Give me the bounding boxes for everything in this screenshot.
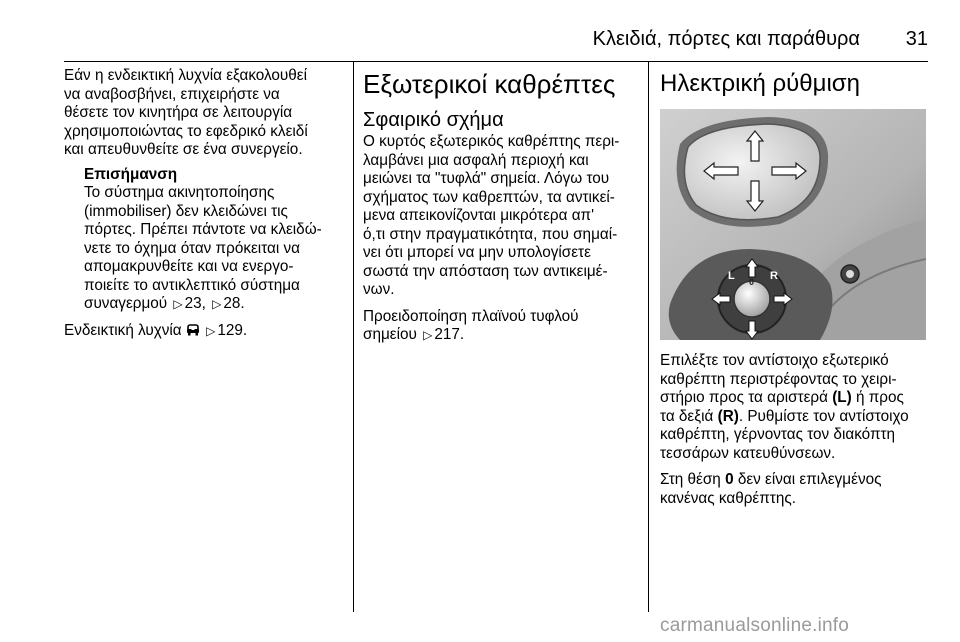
column-1 <box>64 62 350 340</box>
watermark: carmanualsonline.info <box>660 615 850 636</box>
subsection-heading: Σφαιρικό σχήμα <box>363 109 504 131</box>
warning-prefix: σημείου <box>363 326 417 343</box>
para-line: ό,τι στην πραγματικότητα, που σημαί- <box>363 225 618 243</box>
para-line: κανένας καθρέπτης. <box>660 489 796 507</box>
para-line: λαμβάνει μια ασφαλή περιοχή και <box>363 151 589 169</box>
note-line: νετε το όχημα όταν πρόκειται να <box>84 239 301 257</box>
note-line: (immobiliser) δεν κλειδώνει τις <box>84 202 288 220</box>
para-line: σωστά την απόσταση των αντικειμέ- <box>363 262 608 280</box>
note-line: ποιείτε το αντικλεπτικό σύστημα <box>84 276 300 294</box>
page-ref-link[interactable]: ▷ 217. <box>421 326 464 343</box>
section-heading: Εξωτερικοί καθρέπτες <box>363 69 616 99</box>
figure-label-center: 0 <box>749 277 755 287</box>
para-line: σχήματος των καθρεπτών, τα αντικεί- <box>363 188 615 206</box>
para-line: μενα απεικονίζονται μικρότερα απ' <box>363 207 595 224</box>
note-line: απομακρυνθείτε και να ενεργο- <box>84 258 294 275</box>
para-line: και απευθυνθείτε σε ένα συνεργείο. <box>64 141 303 158</box>
indicator-text: Ενδεικτική λυχνία <box>64 321 182 339</box>
figure-label-left: L <box>728 270 735 282</box>
column-divider-2 <box>648 62 649 612</box>
right-label: (R) <box>717 407 739 425</box>
para-line: Επιλέξτε τον αντίστοιχο εξωτερικό <box>660 352 889 369</box>
para-line: στήριο προς τα αριστερά (L) ή προς <box>660 389 904 406</box>
car-lock-icon <box>186 322 204 339</box>
mirror-adjustment-figure <box>660 109 926 340</box>
para-line: να αναβοσβήνει, επιχειρήστε να <box>64 85 280 103</box>
warning-line-ref <box>363 326 646 345</box>
left-label: (L) <box>832 389 852 406</box>
note-line-refs: συναγερμού ▷ 23, ▷ 28. <box>84 295 350 314</box>
warning-line: Προειδοποίηση πλαϊνού τυφλού <box>363 307 579 325</box>
figure-label-right: R <box>770 270 778 282</box>
para-line: τα δεξιά (R). Ρυθμίστε τον αντίστοιχο <box>660 407 909 425</box>
para-line: νων. <box>363 281 395 298</box>
note-line: πόρτες. Πρέπει πάντοτε να κλειδώ- <box>84 221 322 238</box>
para-line: μειώνει τα "τυφλά" σημεία. Λόγω του <box>363 170 610 187</box>
column-2 <box>363 62 646 345</box>
para-line: χρησιμοποιώντας το εφεδρικό κλειδί <box>64 122 308 140</box>
para-line: Ο κυρτός εξωτερικός καθρέπτης περι- <box>363 133 620 150</box>
column-divider-1 <box>353 62 354 612</box>
note-last-prefix: συναγερμού <box>84 295 168 312</box>
note-title: Επισήμανση <box>84 165 178 183</box>
page-ref-link[interactable]: ▷ 129. <box>204 322 247 339</box>
para-line: καθρέπτη περιστρέφοντας το χειρι- <box>660 370 897 388</box>
section-heading: Ηλεκτρική ρύθμιση <box>660 70 860 97</box>
para-line: τεσσάρων κατευθύνσεων. <box>660 444 836 462</box>
zero-label: 0 <box>725 471 734 488</box>
page-header <box>540 28 928 54</box>
para-line: νει ότι μπορεί να μην υπολογίσετε <box>363 244 591 261</box>
note-line: Το σύστημα ακινητοποίησης <box>84 184 275 201</box>
para-line: θέσετε τον κινητήρα σε λειτουργία <box>64 104 293 121</box>
para-line: Εάν η ενδεικτική λυχνία εξακολουθεί <box>64 67 308 84</box>
para-line: Στη θέση 0 δεν είναι επιλεγμένος <box>660 471 882 488</box>
page-ref-link[interactable]: ▷ 23 <box>171 295 201 312</box>
column-3 <box>660 62 928 508</box>
page-ref-link[interactable]: ▷ 28. <box>210 295 245 312</box>
para-line: καθρέπτη, γέρνοντας τον διακόπτη <box>660 426 896 443</box>
page-number: 31 <box>905 28 928 50</box>
header-title: Κλειδιά, πόρτες και παράθυρα <box>592 28 860 50</box>
indicator-line <box>64 322 350 341</box>
